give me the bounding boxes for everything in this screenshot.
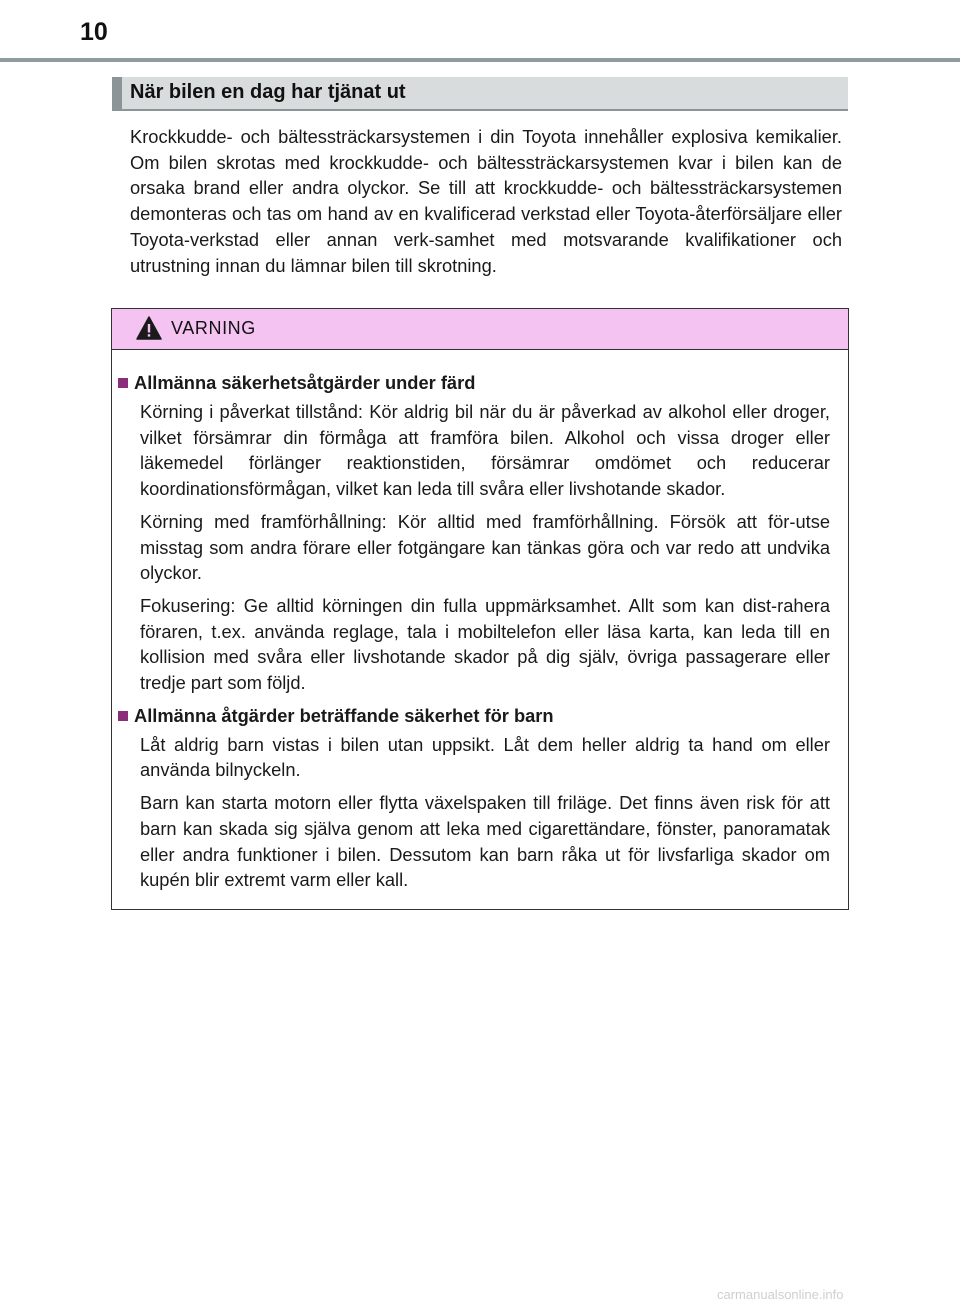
warning-label: VARNING xyxy=(171,318,256,338)
warning-paragraph: Barn kan starta motorn eller flytta växelspaken till friläge. Det finns även risk för att barn kan skada sig själva genom att leka med cigarettändare, fönster, panoramatak eller andra funktioner i bilen. Dessutom kan barn råka ut för livsfarliga skador om kupén blir extremt varm eller kall. xyxy=(140,792,830,891)
subheading-text: Allmänna säkerhetsåtgärder under färd xyxy=(134,372,476,393)
page-number: 10 xyxy=(80,18,108,46)
warning-header xyxy=(112,309,848,350)
warning-paragraph: Körning i påverkat tillstånd: Kör aldrig bil när du är påverkad av alkohol eller droger, vilket försämrar din förmåga att framföra bilen. Alkohol och vissa droger eller läkemedel förlänger reaktionstiden, försämrar omdömet och reducerar koordinationsförmågan, vilket kan leda till svåra eller livshotande skador. xyxy=(140,401,830,500)
warning-block xyxy=(118,703,830,893)
warning-paragraph: Körning med framförhållning: Kör alltid med framförhållning. Försök att för-utse misstag som andra förare eller fotgängare kan tänkas göra och var redo att undvika olyckor. xyxy=(140,510,830,584)
intro-paragraph: Krockkudde- och bältessträckarsystemen i din Toyota innehåller explosiva kemikalier. Om bilen skrotas med krockkudde- och bältessträckarsystemen kvar i bilen kan de orsaka brand eller andra olyckor. Se till att krockkudde- och bältessträckarsystemen demonteras och tas om hand av en kvalificerad verkstad eller Toyota-återförsäljare eller Toyota-verkstad eller annan verk-samhet med motsvarande kvalifikationer och utrustning innan du lämnar bilen till skrotning. xyxy=(130,126,842,276)
section-title: När bilen en dag har tjänat ut xyxy=(130,81,406,103)
section-header-accent xyxy=(112,77,122,109)
warning-box xyxy=(111,308,849,910)
square-bullet-icon xyxy=(118,711,128,721)
section-header xyxy=(112,77,848,111)
warning-subheading xyxy=(118,370,830,396)
warning-body xyxy=(112,350,848,893)
top-rule xyxy=(0,58,960,62)
warning-subheading xyxy=(118,703,830,729)
warning-triangle-icon xyxy=(136,316,162,340)
square-bullet-icon xyxy=(118,378,128,388)
warning-block xyxy=(118,370,830,696)
warning-paragraph: Låt aldrig barn vistas i bilen utan uppsikt. Låt dem heller aldrig ta hand om eller använda bilnyckeln. xyxy=(140,733,830,781)
watermark: carmanualsonline.info xyxy=(717,1287,844,1302)
warning-paragraph: Fokusering: Ge alltid körningen din fulla uppmärksamhet. Allt som kan dist-rahera föraren, t.ex. använda reglage, tala i mobiltelefon eller läsa karta, kan leda till en kollision med svåra eller livshotande skador på dig själv, övriga passagerare eller tredje part som följd. xyxy=(140,594,830,694)
subheading-text: Allmänna åtgärder beträffande säkerhet för barn xyxy=(134,704,554,726)
